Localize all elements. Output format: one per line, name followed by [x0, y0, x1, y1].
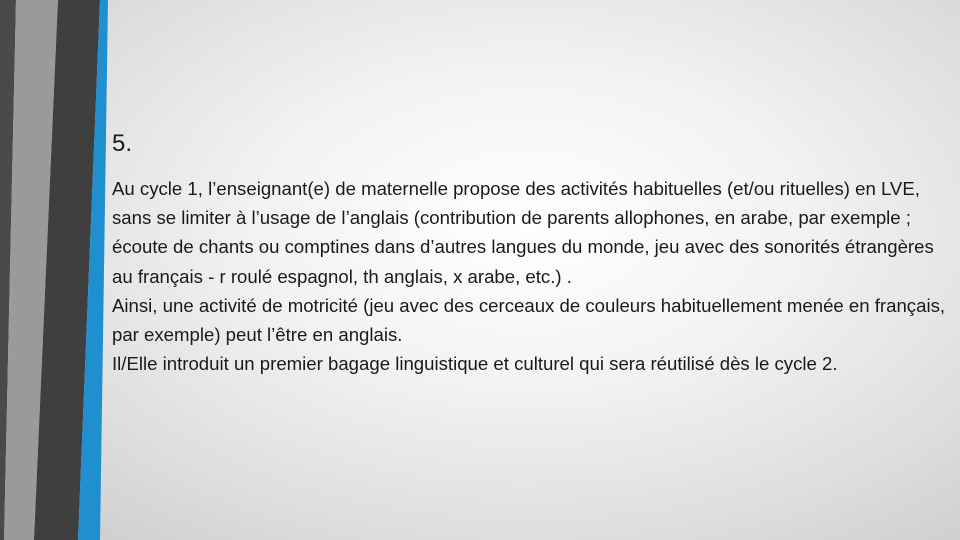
paragraph-3: Il/Elle introduit un premier bagage linguistique et culturel qui sera réutilisé dès le cycle 2.	[112, 353, 838, 375]
paragraph-2: Ainsi, une activité de motricité (jeu avec des cerceaux de couleurs habituellement menée en français, par exemple) peut l’être en anglais.	[112, 294, 946, 346]
slide-body	[112, 174, 947, 378]
paragraph-1: Au cycle 1, l’enseignant(e) de maternelle propose des activités habituelles (et/ou rituelles) en LVE, sans se limiter à l’usage de l’anglais (contribution de parents allophones, en arabe, par exemple ; écoute de chants ou comptines dans d’autres langues du monde, jeu avec des sonorités étrangères au français - r roulé espagnol, th anglais, x arabe, etc.) .	[112, 178, 934, 287]
slide-title: 5.	[112, 130, 133, 157]
